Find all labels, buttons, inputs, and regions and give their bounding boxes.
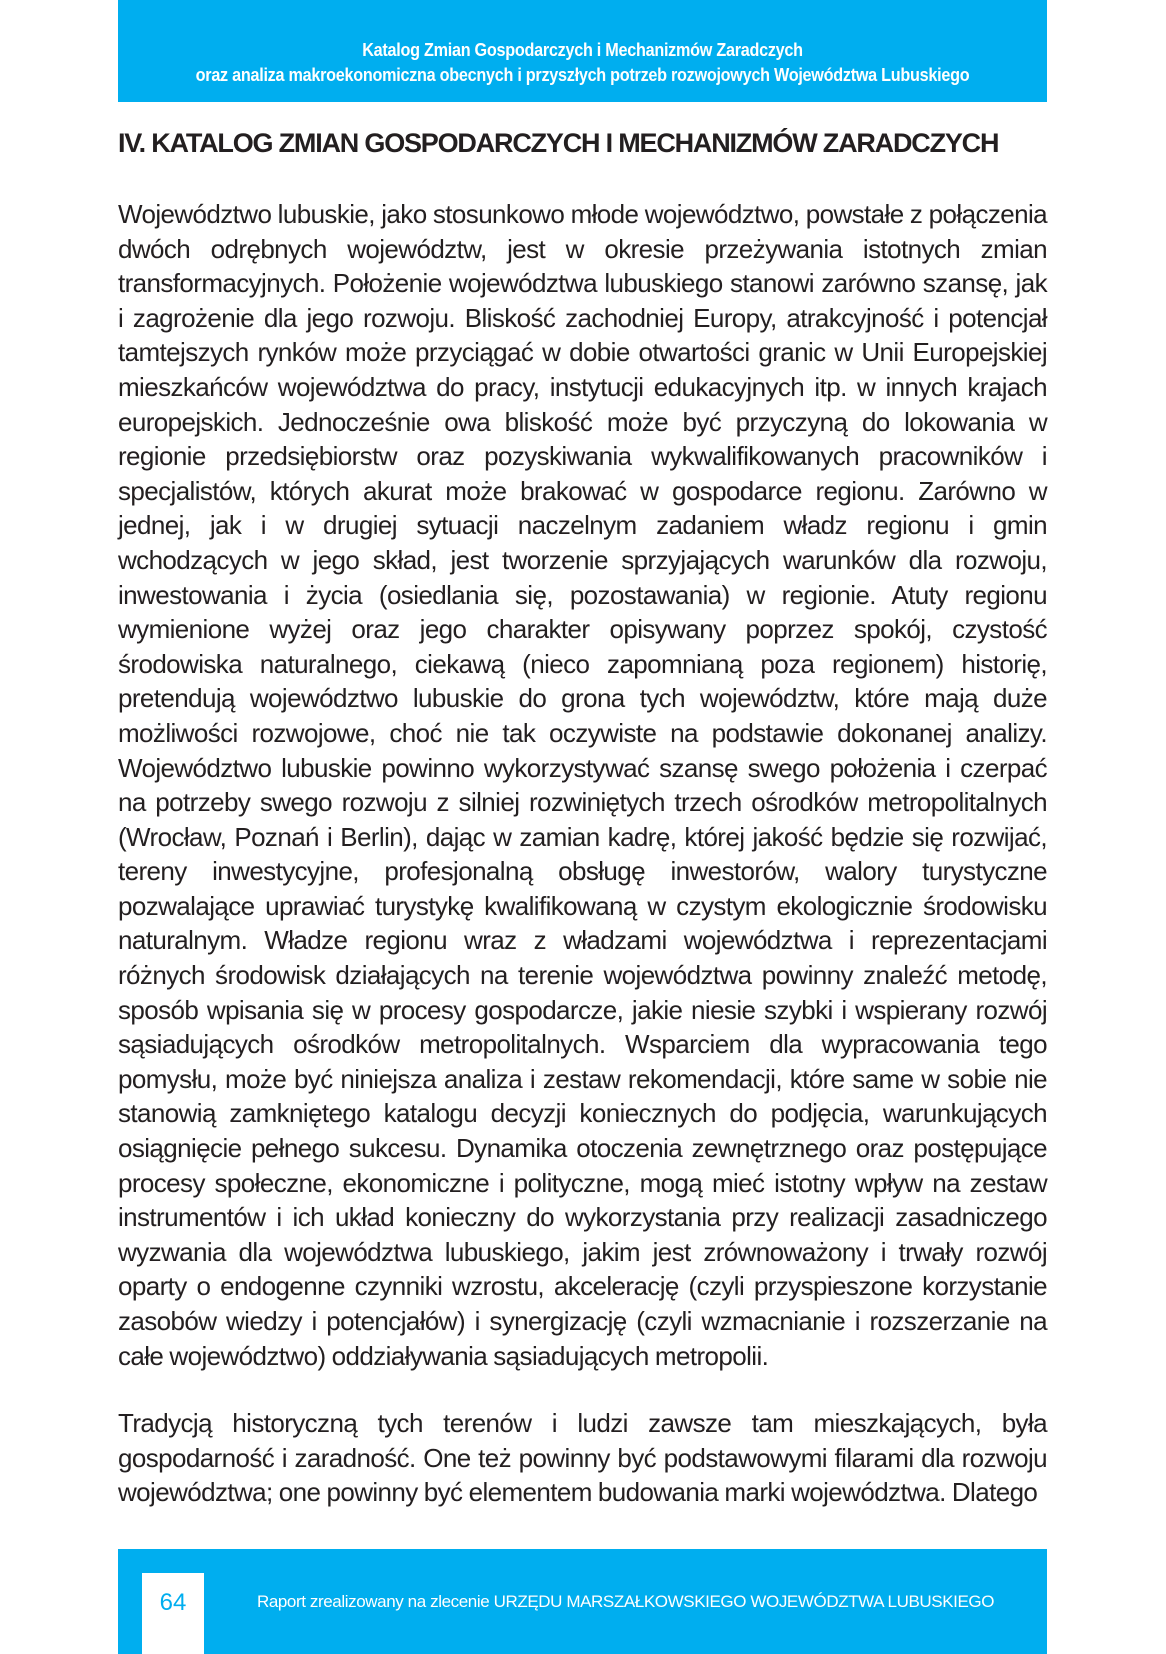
running-header bbox=[118, 0, 1047, 102]
page-number: 64 bbox=[142, 1573, 204, 1654]
section-title: IV. KATALOG ZMIAN GOSPODARCZYCH I MECHANIZMÓW ZARADCZYCH bbox=[118, 128, 999, 158]
header-title-line-1: Katalog Zmian Gospodarczych i Mechanizmów Zaradczych bbox=[362, 40, 803, 60]
body-paragraph-2: Tradycją historyczną tych terenów i ludzi zawsze tam mieszkających, była gospodarność i zaradność. One też powinny być podstawowymi filarami dla rozwoju województwa; one powinny być elementem budowania marki województwa. Dlatego bbox=[118, 1408, 1047, 1508]
header-title-line-2: oraz analiza makroekonomiczna obecnych i przyszłych potrzeb rozwojowych Województwa Lubuskiego bbox=[195, 65, 970, 85]
body-paragraph-1: Województwo lubuskie, jako stosunkowo młode województwo, powstałe z połączenia dwóch odrębnych województw, jest w okresie przeżywania istotnych zmian transformacyjnych. Położenie województwa lubuskiego stanowi zarówno szansę, jak i zagrożenie dla jego rozwoju. Bliskość zachodniej Europy, atrakcyjność i potencjał tamtejszych rynków może przyciągać w dobie otwartości granic w Unii Europejskiej mieszkańców województwa do pracy, instytucji edukacyjnych itp. w innych krajach europejskich. Jednocześnie owa bliskość może być przyczyną do lokowania w regionie przedsiębiorstw oraz pozyskiwania wykwalifikowanych pracowników i specjalistów, których akurat może brakować w gospodarce regionu. Zarówno w jednej, jak i w drugiej sytuacji naczelnym zadaniem władz regionu i gmin wchodzących w jego skład, jest tworzenie sprzyjających warunków dla rozwoju, inwestowania i życia (osiedlania się, pozostawania) w regionie. Atuty regionu wymienione wyżej oraz jego charakter opisywany poprzez spokój, czystość środowiska naturalnego, ciekawą (nieco zapomnianą poza regionem) historię, pretendują województwo lubuskie do grona tych województw, które mają duże możliwości rozwojowe, choć nie tak oczywiste na podstawie dokonanej analizy. Województwo lubuskie powinno wykorzystywać szansę swego położenia i czerpać na potrzeby swego rozwoju z silniej rozwiniętych trzech ośrodków metropolitalnych (Wrocław, Poznań i Berlin), dając w zamian kadrę, której jakość będzie się rozwijać, tereny inwestycyjne, profesjonalną obsługę inwestorów, walory turystyczne pozwalające uprawiać turystykę kwalifikowaną w czystym ekologicznie środowisku naturalnym. Władze regionu wraz z władzami województwa i reprezentacjami różnych środowisk działających na terenie województwa powinny znaleźć metodę, sposób wpisania się w procesy gospodarcze, jakie niesie szybki i wspierany rozwój sąsiadujących ośrodków metropolitalnych. Wsparciem dla wypracowania tego pomysłu, może być niniejsza analiza i zestaw rekomendacji, które same w sobie nie stanowią zamkniętego katalogu decyzji koniecznych do podjęcia, warunkujących osiągnięcie pełnego sukcesu. Dynamika otoczenia zewnętrznego oraz postępujące procesy społeczne, ekonomiczne i polityczne, mogą mieć istotny wpływ na zestaw instrumentów i ich układ konieczny do wykorzystania przy realizacji zasadniczego wyzwania dla województwa lubuskiego, jakim jest zrównoważony i trwały rozwój oparty o endogenne czynniki wzrostu, akcelerację (czyli przyspieszone korzystanie zasobów wiedzy i potencjałów) i synergizację (czyli wzmacnianie i rozszerzanie na całe województwo) oddziaływania sąsiadujących metropolii. bbox=[118, 199, 1047, 1371]
footer-text: Raport zrealizowany na zlecenie URZĘDU MARSZAŁKOWSKIEGO WOJEWÓDZTWA LUBUSKIEGO bbox=[256, 1592, 995, 1611]
